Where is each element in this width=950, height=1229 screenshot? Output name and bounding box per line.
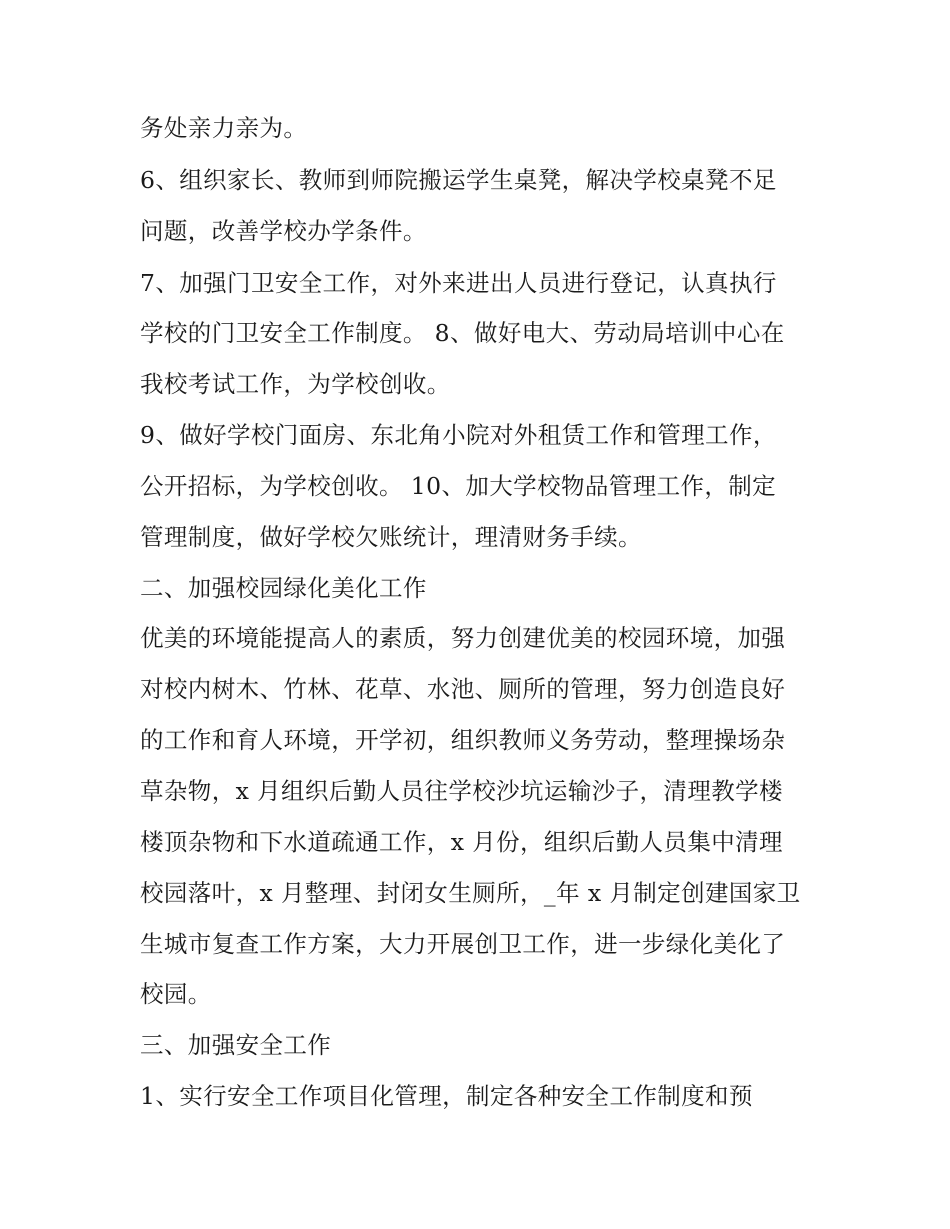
text-line: 我校考试工作，为学校创收。	[140, 370, 451, 398]
text-line: 1、实行安全工作项目化管理，制定各种安全工作制度和预	[140, 1082, 753, 1110]
text-line: 公开招标，为学校创收。 10、加大学校物品管理工作，制定	[140, 472, 777, 500]
text-line: 问题，改善学校办学条件。	[140, 217, 427, 245]
section-heading: 二、加强校园绿化美化工作	[140, 574, 427, 602]
text-line: 务处亲力亲为。	[140, 114, 308, 142]
text-line: 楼顶杂物和下水道疏通工作，x 月份，组织后勤人员集中清理	[140, 828, 783, 856]
text-line: 6、组织家长、教师到师院搬运学生桌凳，解决学校桌凳不足	[140, 166, 777, 194]
text-line: 草杂物，x 月组织后勤人员往学校沙坑运输沙子，清理教学楼	[140, 777, 783, 805]
text-line: 校园落叶，x 月整理、封闭女生厕所，_年 x 月制定创建国家卫	[140, 879, 801, 907]
text-line: 学校的门卫安全工作制度。 8、做好电大、劳动局培训中心在	[140, 319, 785, 347]
text-line: 管理制度，做好学校欠账统计，理清财务手续。	[140, 523, 642, 551]
text-line: 的工作和育人环境，开学初，组织教师义务劳动，整理操场杂	[140, 726, 786, 754]
text-line: 7、加强门卫安全工作，对外来进出人员进行登记，认真执行	[140, 269, 777, 297]
text-line: 校园。	[140, 980, 212, 1008]
text-line: 优美的环境能提高人的素质，努力创建优美的校园环境，加强	[140, 624, 786, 652]
section-heading: 三、加强安全工作	[140, 1031, 332, 1059]
text-line: 对校内树木、竹林、花草、水池、厕所的管理，努力创造良好	[140, 675, 786, 703]
text-line: 9、做好学校门面房、东北角小院对外租赁工作和管理工作，	[140, 421, 777, 449]
text-line: 生城市复查工作方案，大力开展创卫工作，进一步绿化美化了	[140, 930, 786, 958]
